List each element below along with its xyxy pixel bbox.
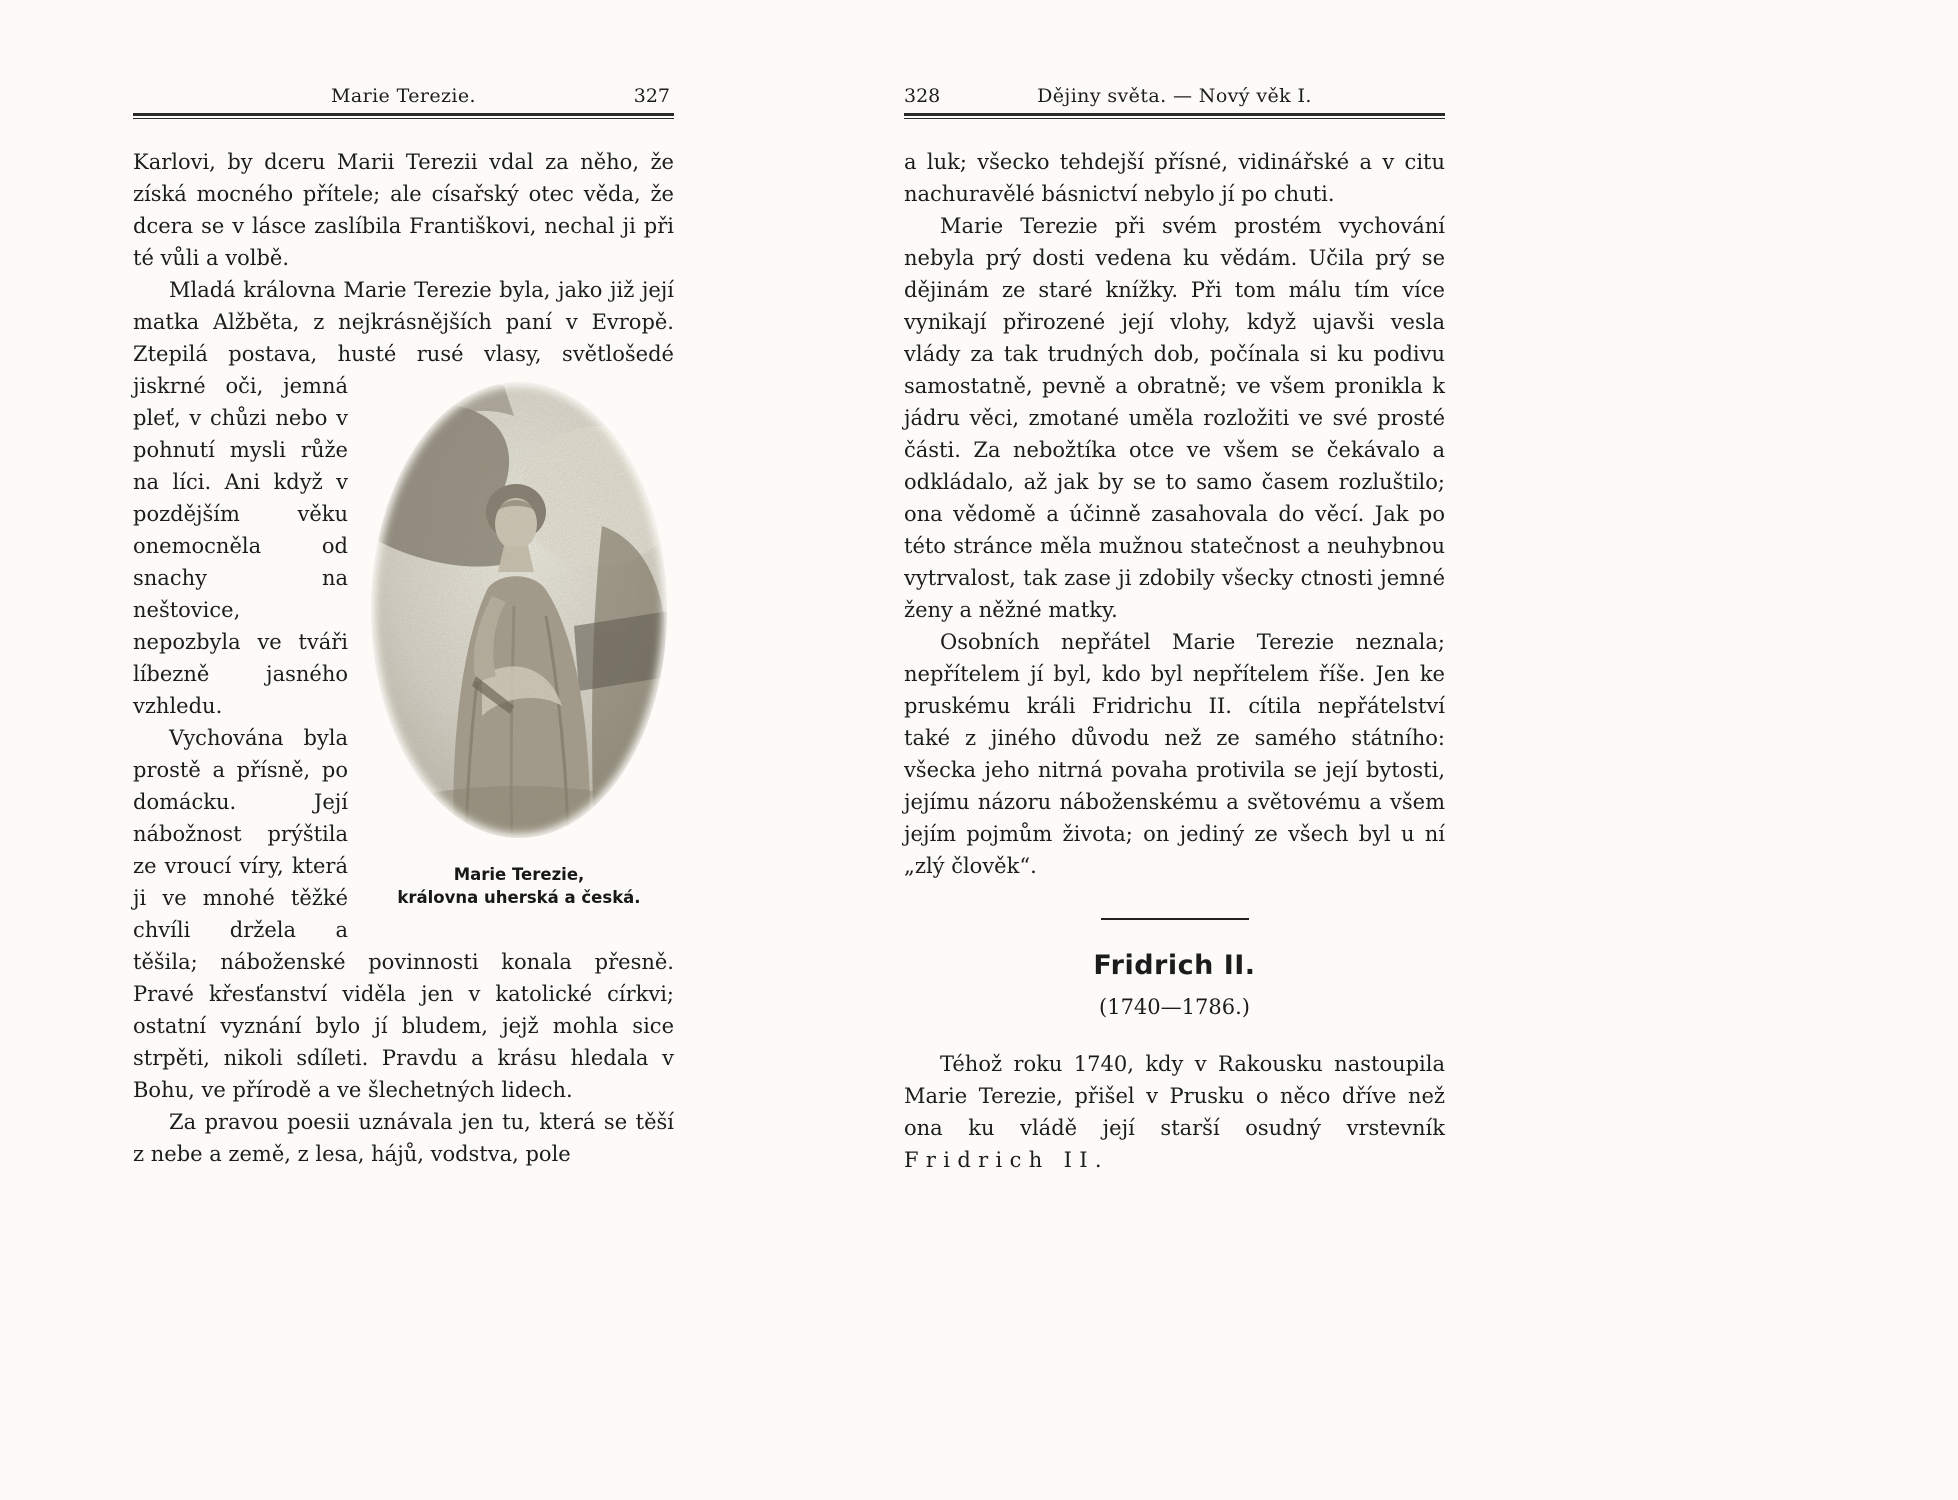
right-running-head (904, 84, 1445, 119)
page-right (904, 84, 1445, 1176)
paragraph: Karlovi, by dceru Marii Terezii vdal za něho, že získá mocného přítele; ale císařský otec věda, že dcera se v lásce zaslíbila Františkovi, nechal ji při té vůli a volbě. (133, 150, 674, 270)
paragraph: Osobních nepřátel Marie Terezie neznala; nepřítelem jí byl, kdo byl nepřítelem říše. Jen ke pruskému králi Fridrichu II. cítila nepřátelství také z jiného důvodu než ze samého státního: všecka jeho nitrná povaha protivila se její bytosti, jejímu názoru náboženskému a světovému a všem jejím pojmům života; on jediný ze všech byl u ní „zlý člověk“. (904, 630, 1445, 878)
paragraph: Za pravou poesii uznávala jen tu, která se těší z nebe a země, z lesa, hájů, vodstva, pole (133, 1110, 674, 1166)
right-header-rule (904, 113, 1445, 119)
paragraph (904, 1048, 1445, 1176)
portrait-caption (364, 863, 674, 909)
section-divider (1101, 918, 1249, 920)
emphasized-name: Fridrich II. (904, 1148, 1109, 1172)
page-left (133, 84, 674, 1170)
paragraph: Marie Terezie při svém prostém vychování nebyla prý dosti vedena ku vědám. Učila prý se dějinám ze staré knížky. Při tom málu tím více vynikají přirozené její vlohy, když ujavši vesla vlády za tak trudných dob, počínala si ku podivu samostatně, pevně a obratně; ve všem pronikla k jádru věci, zmotané uměla rozložiti ve své prosté části. Za nebožtíka otce ve všem se čekávalo a odkládalo, až jak by se to samo časem rozluštilo; ona vědomě a účinně zasahovala do věcí. Jak po této stránce měla mužnou statečnost a neuhybnou vytrvalost, tak zase ji zdobily všecky ctnosti jemné ženy a něžné matky. (904, 214, 1445, 622)
portrait-image (364, 376, 674, 844)
left-header-rule (133, 113, 674, 119)
left-page-body (133, 146, 674, 1170)
paragraph: Vychována byla prostě a přísně, po domácku. Její nábožnost prýštila ze vroucí víry, která ji ve mnohé těžké chvíli držela a těšila; náboženské povinnosti konala přesně. Pravé křesťanství viděla jen v katolické církvi; ostatní vyznání bylo jí bludem, jejž mohla sice strpěti, nikoli sdíleti. Pravdu a krásu hledala v Bohu, ve přírodě a ve šlechetných lidech. (133, 726, 674, 1102)
paragraph-text: jiskrné oči, jemná pleť, v chůzi nebo v pohnutí mysli růže na líci. Ani když v pozdějším věku onemocněla od snachy na neštovice, nepozbyla ve tváři líbezně jasného vzhledu. (133, 374, 348, 718)
paragraph-with-figure (133, 274, 674, 907)
caption-line: Marie Terezie, (453, 865, 585, 884)
left-running-head (133, 84, 674, 119)
section-dates: (1740—1786.) (1099, 995, 1250, 1019)
section-heading: Fridrich II. (1093, 950, 1256, 981)
right-header-title: Dějiny světa. — Nový věk I. (1037, 85, 1312, 107)
portrait-figure (364, 376, 674, 909)
left-page-number: 327 (633, 85, 670, 107)
right-page-body (904, 146, 1445, 1176)
paragraph: a luk; všecko tehdejší přísné, vidinářské a v citu nachuravělé básnictví nebylo jí po chuti. (904, 150, 1445, 206)
left-header-title: Marie Terezie. (331, 85, 476, 107)
right-page-number: 328 (904, 85, 941, 107)
paragraph-text: Mladá královna Marie Terezie byla, jako již její matka Alžběta, z nejkrásnějších paní v Evropě. Ztepilá postava, husté rusé vlasy, světlošedé (133, 278, 674, 366)
caption-line: královna uherská a česká. (397, 888, 641, 907)
paragraph-text: Téhož roku 1740, kdy v Rakousku nastoupila Marie Terezie, přišel v Prusku o něco dříve než ona ku vládě její starší osudný vrstevník (904, 1052, 1445, 1140)
